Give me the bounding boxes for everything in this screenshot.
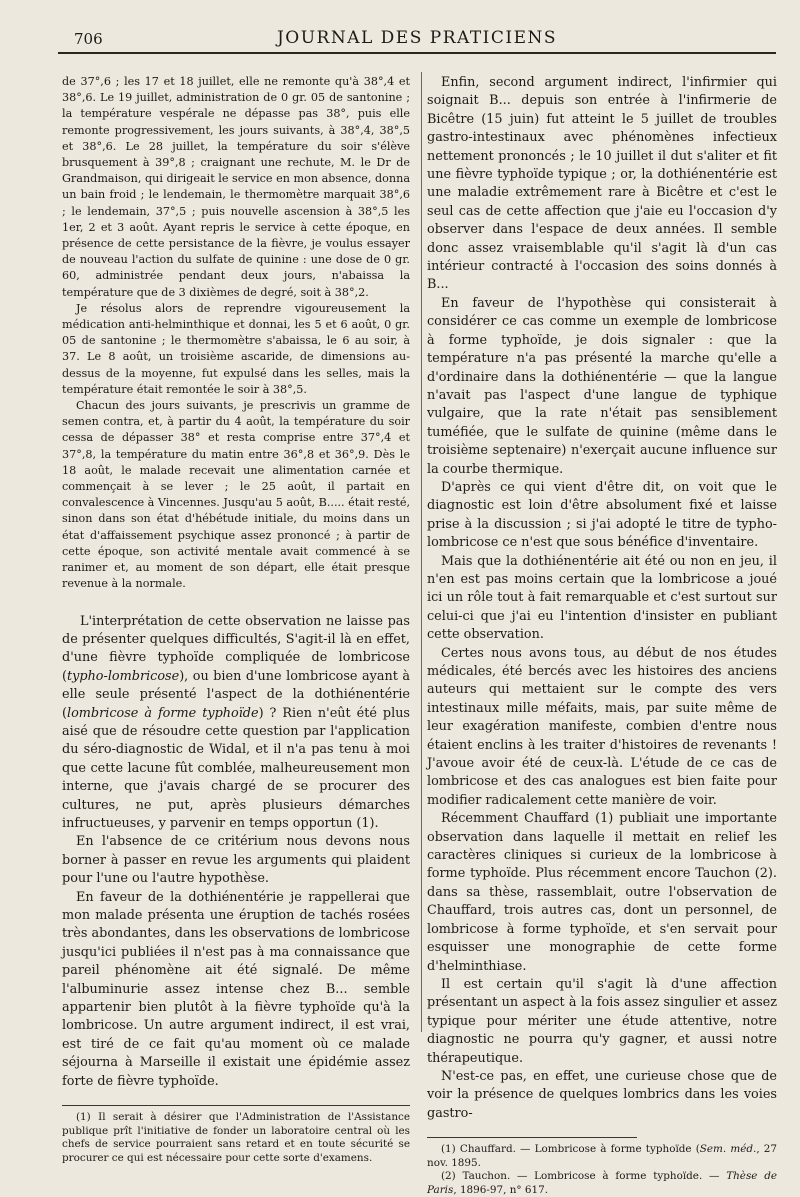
case-paragraph: Chacun des jours suivants, je prescrivis un gramme de semen contra, et, à partir du 4 août, la température du soir cessa de dépasser 38° et resta comprise entre 37°,4 et 37°,8, la température du matin entre 36°,8 et 36°,9. Dès le 18 août, le malade recevait une alimentation carnée et commençait à se lever ; le 25 août, il partait en convalescence à Vincennes. Jusqu'au 5 août, B..... était resté, sinon dans son état d'hébétude initiale, du moins dans un état d'affaissement psychique assez prononcé ; à partir de cette époque, son activité mentale avait commencé à se ranimer et, au moment de son départ, elle était presque revenue à la normale.	[62, 399, 410, 591]
footnote-2: (2) Tauchon. — Lombricose à forme typhoïde. — Thèse de Paris, 1896-97, n° 617.	[427, 1170, 777, 1196]
footnote-1: (1) Chauffard. — Lombricose à forme typhoïde (Sem. méd., 27 nov. 1895.	[427, 1143, 777, 1169]
body-paragraph: D'après ce qui vient d'être dit, on voit que le diagnostic est loin d'être absolument fixé et laisse prise à la discussion ; si j'ai adopté le titre de typho-lombricose ce n'est que sous bénéfice d'inventaire.	[427, 479, 777, 551]
footnote-text: (1) Il serait à désirer que l'Administration de l'Assistance publique prît l'initiative de fonder un laboratoire central où les chefs de service pourraient sans retard et en toute sécurité se procurer ce qui est nécessaire pour cette sorte d'examens.	[62, 1111, 410, 1164]
page-number: 706	[74, 30, 103, 48]
italic-term: lombricose à forme typhoïde	[67, 705, 259, 721]
body-paragraph: Mais que la dothiénentérie ait été ou non en jeu, il n'en est pas moins certain que la lombricose a joué ici un rôle tout à fait remarquable et c'est surtout sur celui-ci que j'ai eu l'intention d'insister en publiant cette observation.	[427, 553, 777, 643]
page-header	[58, 24, 776, 54]
case-paragraph: de 37°,6 ; les 17 et 18 juillet, elle ne remonte qu'à 38°,4 et 38°,6. Le 19 juillet, administration de 0 gr. 05 de santonine ; la température vespérale ne dépasse pas 38°, puis elle remonte progressivement, les jours suivants, à 38°,4, 38°,5 et 38°,6. Le 28 juillet, la température du soir s'élève brusquement à 39°,8 ; craignant une rechute, M. le Dr de Grandmaison, qui dirigeait le service en mon absence, donna un bain froid ; le lendemain, le thermomètre marquait 38°,6 ; le lendemain, 37°,5 ; puis nouvelle ascension à 38°,5 les 1er, 2 et 3 août. Ayant repris le service à cette époque, en présence de cette persistance de la fièvre, je voulus essayer de nouveau l'action du sulfate de quinine : une dose de 0 gr. 60, administrée pendant deux jours, n'abaissa la température que de 3 dixièmes de degré, soit à 38°,2.	[62, 75, 410, 299]
case-paragraph: Je résolus alors de reprendre vigoureusement la médication anti-helminthique et donnai, les 5 et 6 août, 0 gr. 05 de santonine ; le thermomètre s'abaissa, le 6 au soir, à 37. Le 8 août, un troisième ascaride, de dimensions au-dessus de la moyenne, fut expulsé dans les selles, mais la température était remontée le soir à 38°,5.	[62, 301, 410, 396]
right-column	[427, 74, 777, 1197]
footnote-rule	[62, 1105, 410, 1106]
discussion-paragraph: En l'absence de ce critérium nous devons nous borner à passer en revue les arguments qui plaident pour l'une ou l'autre hypothèse.	[62, 834, 410, 887]
body-paragraph: Enfin, second argument indirect, l'infirmier qui soignait B... depuis son entrée à l'infirmerie de Bicêtre (15 juin) fut atteint le 5 juillet de troubles gastro-intestinaux avec phénomènes infectieux nettement prononcés ; le 10 juillet il dut s'aliter et fit une fièvre typhoïde typique ; or, la dothiénentérie est une maladie extrêmement rare à Bicêtre et c'est le seul cas de cette affection que j'aie eu l'occasion d'y observer dans l'espace de deux années. Il semble donc assez vraisemblable qu'il s'agit là d'un cas intérieur contracté à l'occasion des soins donnés à B...	[427, 75, 777, 293]
column-divider	[421, 72, 422, 1032]
body-paragraph: Il est certain qu'il s'agit là d'une affection présentant un aspect à la fois assez singulier et assez typique pour mériter une étude attentive, notre diagnostic ne pourra qu'y gagner, et aussi notre thérapeutique.	[427, 976, 777, 1066]
running-head: JOURNAL DES PRATICIENS	[276, 28, 558, 48]
left-column	[62, 74, 410, 1165]
case-report-block	[62, 74, 410, 593]
body-paragraph: N'est-ce pas, en effet, une curieuse chose que de voir la présence de quelques lombrics dans les voies gastro-	[427, 1068, 777, 1121]
body-paragraph: Récemment Chauffard (1) publiait une importante observation dans laquelle il mettait en relief les caractères cliniques si curieux de la lombricose à forme typhoïde. Plus récemment encore Tauchon (2). dans sa thèse, rassemblait, outre l'observation de Chauffard, trois autres cas, dont un personnel, de lombricose à forme typhoïde, et s'en servait pour esquisser une monographie de cette forme d'helminthiase.	[427, 811, 777, 974]
footnote	[62, 1111, 410, 1165]
discussion-paragraph: L'interprétation de cette observation ne laisse pas de présenter quelques difficultés, S'agit-il là en effet, d'une fièvre typhoïde compliquée de lombricose (typho-lombricose), ou bien d'une lombricose ayant à elle seule présenté l'aspect de la dothiénentérie (lombricose à forme typhoïde) ? Rien n'eût été plus aisé que de résoudre cette question par l'application du séro-diagnostic de Widal, et il n'a pas tenu à moi que cette lacune fût comblée, malheureusement mon interne, que j'avais chargé de se procurer des cultures, ne put, après plusieurs démarches infructueuses, y parvenir en temps opportun (1).	[62, 613, 411, 831]
body-paragraph: En faveur de l'hypothèse qui consisterait à considérer ce cas comme un exemple de lombricose à forme typhoïde, je dois signaler : que la température n'a pas présenté la marche qu'elle a d'ordinaire dans la dothiénentérie — que la langue n'avait pas l'aspect d'une langue de typhique vulgaire, que la rate n'était pas sensiblement tuméfiée, que le sulfate de quinine (même dans le troisième septenaire) n'exerçait aucune influence sur la courbe thermique.	[427, 295, 777, 477]
body-paragraph: Certes nous avons tous, au début de nos études médicales, été bercés avec les histoires des anciens auteurs qui mettaient sur le compte des vers intestinaux mille méfaits, mais, par suite même de leur exagération manifeste, combien d'entre nous étaient enclins à les traiter d'histoires de revenants ! J'avoue avoir été de ceux-là. L'étude de ce cas de lombricose et des cas analogues est bien faite pour modifier radicalement cette manière de voir.	[427, 645, 777, 808]
discussion-paragraph: En faveur de la dothiénentérie je rappellerai que mon malade présenta une éruption de tachés rosées très abondantes, dans les observations de lombricose jusqu'ici publiées il n'est pas à ma connaissance que pareil phénomène ait été signalé. De même l'albuminurie assez intense chez B... semble appartenir bien plutôt à la fièvre typhoïde qu'à la lombricose. Un autre argument indirect, il est vrai, est tiré de ce fait qu'au moment où ce malade séjourna à Marseille il existait une épidémie assez forte de fièvre typhoïde.	[62, 889, 410, 1089]
discussion-block	[62, 613, 410, 1092]
footnotes	[427, 1143, 777, 1197]
italic-term: typho-lombricose	[67, 668, 180, 684]
footnote-rule	[427, 1137, 637, 1138]
